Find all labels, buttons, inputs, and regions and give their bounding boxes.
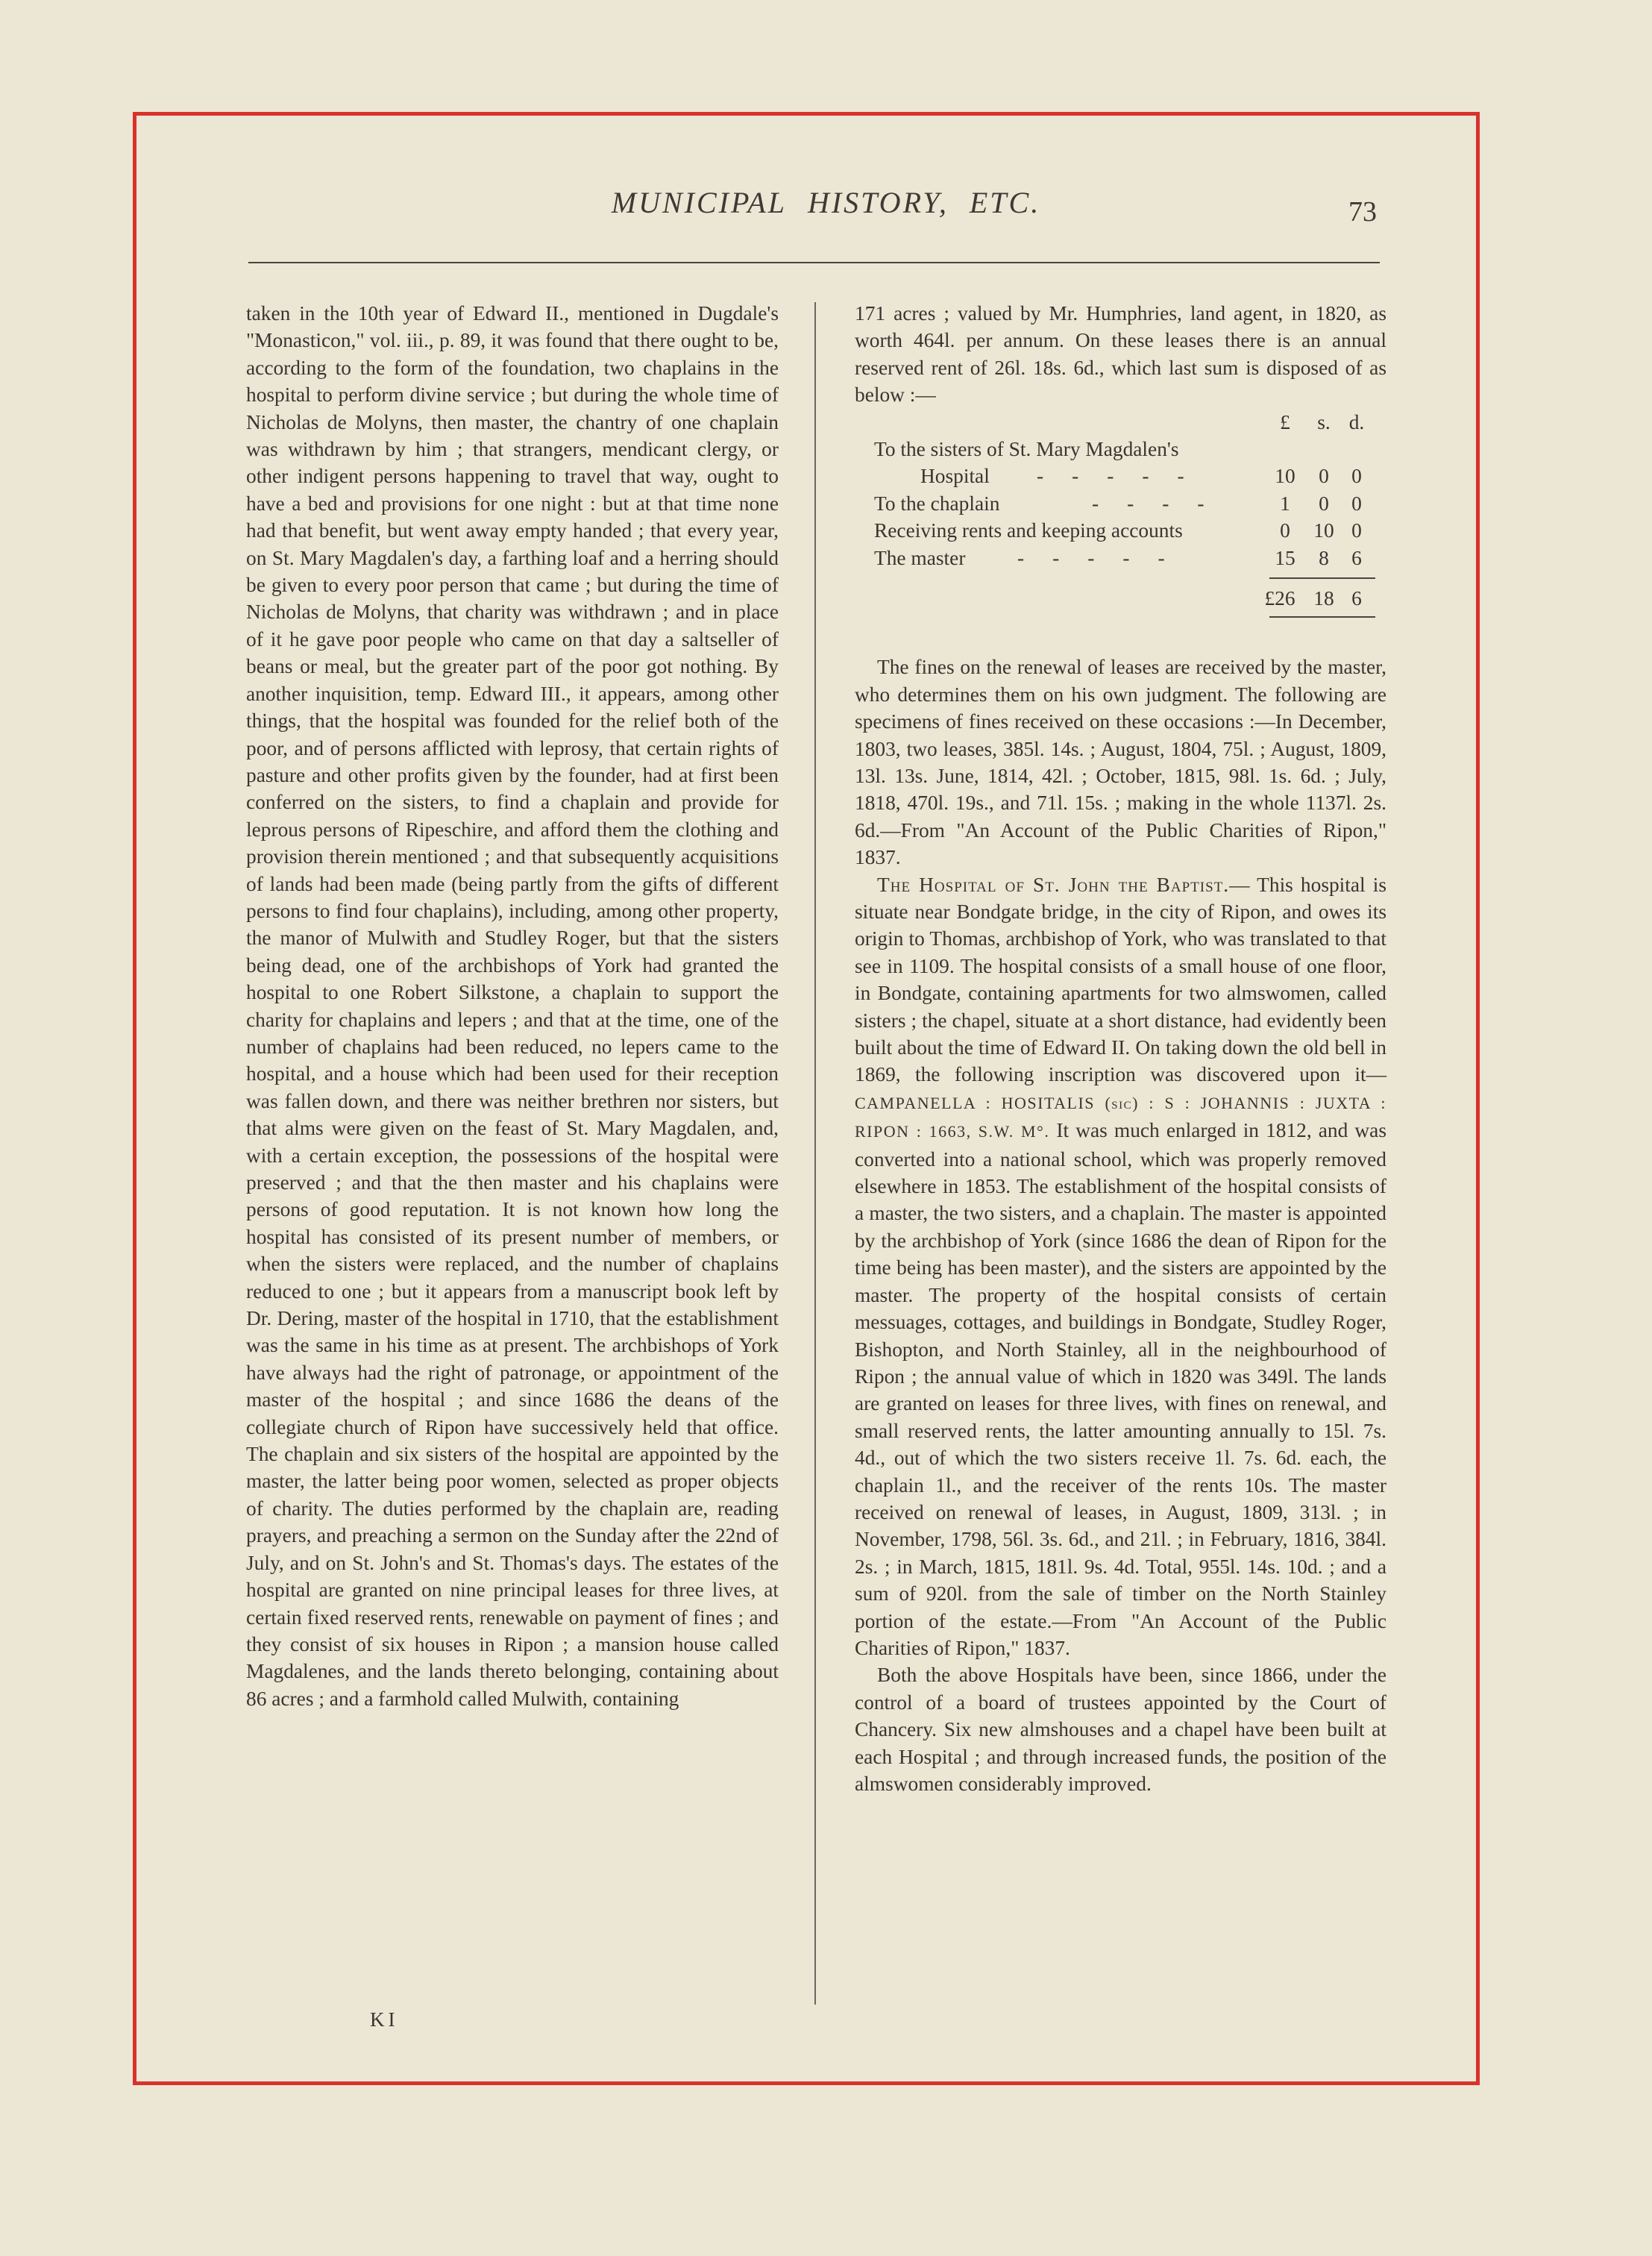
- leader-dashes: ----: [1092, 492, 1233, 515]
- column-divider: [814, 302, 816, 2005]
- accounts-row-label: The master: [874, 546, 966, 569]
- accounts-spacer: [855, 571, 1386, 585]
- pence-value: 0: [1351, 465, 1362, 488]
- pounds-value: 10: [1275, 465, 1295, 488]
- pounds-value: 1: [1280, 492, 1290, 515]
- accounts-total-row: [855, 585, 1386, 612]
- shillings-header: s.: [1317, 410, 1331, 433]
- final-paragraph: Both the above Hospitals have been, since 1866, under the control of a board of trustees appointed by the Court of Chancery. Six new almshouses and a chapel have been built at each Hospital ; and through increased funds, the position of the almswomen considerably improved.: [855, 1664, 1386, 1796]
- accounts-row: [855, 517, 1386, 544]
- accounts-header-row: [855, 409, 1386, 436]
- accounts-row-label: To the chaplain: [874, 492, 1000, 515]
- page-number: 73: [1348, 196, 1377, 228]
- left-column: [246, 300, 779, 1712]
- pence-value: 0: [1351, 519, 1362, 542]
- header-word: MUNICIPAL: [611, 186, 787, 219]
- accounts-table: [855, 409, 1386, 632]
- right-column: [855, 300, 1386, 1797]
- left-column-text: taken in the 10th year of Edward II., mentioned in Dugdale's "Monasticon," vol. iii., p. 89, it was found that there ought to be, according to the form of the foundation, two chaplains in the hospital to perform divine service ; but during the whole time of Nicholas de Molyns, then master, the chantry of one chaplain was withdrawn by him ; that strangers, mendicant clergy, or other indigent persons happening to travel that way, ought to have a bed and provisions for one night : but at that time none had that benefit, but went away empty handed ; that every year, on St. Mary Magdalen's day, a farthing loaf and a herring should be given to every poor person that came ; but during the time of Nicholas de Molyns, that charity was withdrawn ; and in place of it he gave poor people who came on that day a saltseller of beans or meal, but the greater part of the poor got nothing. By another inquisition, temp. Edward III., it appears, among other things, that the hospital was founded for the relief both of the poor, and of persons afflicted with leprosy, that certain rights of pasture and other profits given by the founder, had at first been conferred on the sisters, to find a chaplain and provide for leprous persons of Ripeschire, and afford them the clothing and provision therein mentioned ; and that subsequently acquisitions of lands had been made (being partly from the gifts of different persons to find four chaplains), including, among other property, the manor of Mulwith and Studley Roger, but that the sisters being dead, one of the archbishops of York had granted the hospital to one Robert Silkstone, a chaplain to support the charity for chaplains and lepers ; and that at the time, one of the number of chaplains had been reduced, no lepers came to the hospital, and a house which had been used for their reception was fallen down, and there was neither brethren nor sisters, but that alms were given on the feast of St. Mary Magdalen, and, with a certain exception, the possessions of the hospital were preserved ; and that the then master and his chaplains were persons of good reputation. It is not known how long the hospital has consisted of its present number of members, or when the sisters were replaced, and the number of chaplains reduced to one ; but it appears from a manuscript book left by Dr. Dering, master of the hospital in 1710, that the establishment was the same in his time as at present. The archbishops of York have always had the right of patronage, or appointment of the master of the hospital ; and since 1686 the deans of the collegiate church of Ripon have successively held that office. The chaplain and six sisters of the hospital are appointed by the master, the latter being poor women, selected as proper objects of charity. The duties performed by the chaplain are, reading prayers, and preaching a sermon on the Sunday after the 22nd of July, and on St. John's and St. Thomas's days. The estates of the hospital are granted on nine principal leases for three lives, at certain fixed reserved rents, renewable on payment of fines ; and they consist of six houses in Ripon ; a mansion house called Magdalenes, and the lands thereto belonging, containing about 86 acres ; and a farmhold called Mulwith, containing: [246, 302, 779, 1710]
- hospital-paragraph: [855, 871, 1386, 1662]
- accounts-row-sublabel: Hospital: [920, 465, 990, 488]
- pounds-value: 15: [1275, 546, 1295, 569]
- accounts-row: [855, 490, 1386, 517]
- shillings-value: 8: [1319, 546, 1329, 569]
- total-shillings: 18: [1313, 586, 1334, 610]
- shillings-value: 10: [1313, 519, 1334, 542]
- accounts-row: [855, 463, 1386, 489]
- signature-mark: KI: [370, 2008, 399, 2031]
- shillings-value: 0: [1319, 465, 1329, 488]
- accounts-row: [855, 436, 1386, 463]
- intro-paragraph: 171 acres ; valued by Mr. Humphries, land agent, in 1820, as worth 464l. per annum. On these leases there is an annual reserved rent of 26l. 18s. 6d., which last sum is disposed of as below :—: [855, 302, 1386, 407]
- header-rule: [248, 262, 1380, 263]
- fines-paragraph: The fines on the renewal of leases are received by the master, who determines them on his own judgment. The following are specimens of fines received on these occasions :—In December, 1803, two leases, 385l. 14s. ; August, 1804, 75l. ; August, 1809, 13l. 13s. June, 1814, 42l. ; October, 1815, 98l. 1s. 6d. ; July, 1818, 470l. 19s., and 71l. 15s. ; making in the whole 1137l. 2s. 6d.—From "An Account of the Public Charities of Ripon," 1837.: [855, 656, 1386, 869]
- running-header-title: [0, 185, 1652, 220]
- pence-value: 6: [1351, 546, 1362, 569]
- pence-header: d.: [1348, 410, 1365, 433]
- shillings-value: 0: [1319, 492, 1329, 515]
- bell-inscription: CAMPANELLA : HOSITALIS (sic) : S : JOHANNIS : JUXTA : RIPON : 1663, S.W. M°.: [855, 1093, 1386, 1141]
- header-word: ETC.: [969, 186, 1041, 219]
- header-word: HISTORY,: [807, 186, 949, 219]
- hospital-text: — This hospital is situate near Bondgate bridge, in the city of Ripon, and owes its origin to Thomas, archbishop of York, who was translated to that see in 1109. The hospital consists of a small house of one floor, in Bondgate, containing apartments for two almswomen, called sisters ; the chapel, situate at a short distance, had evidently been built about the time of Edward II. On taking down the old bell in 1869, the following inscription was discovered upon it—: [855, 873, 1387, 1086]
- accounts-row: [855, 545, 1386, 571]
- pence-value: 0: [1351, 492, 1362, 515]
- sum-rule: [1269, 577, 1375, 579]
- accounts-row-label: Receiving rents and keeping accounts: [874, 519, 1183, 542]
- section-heading: The Hospital of St. John the Baptist.: [877, 873, 1230, 896]
- leader-dashes: -----: [1037, 465, 1213, 488]
- accounts-row-label: To the sisters of St. Mary Magdalen's: [874, 438, 1179, 461]
- leader-dashes: -----: [1017, 546, 1193, 569]
- pounds-value: 0: [1280, 519, 1290, 542]
- total-rule: [1269, 616, 1375, 618]
- total-pence: 6: [1351, 586, 1362, 610]
- hospital-text-continued: It was much enlarged in 1812, and was converted into a national school, which was properly removed elsewhere in 1853. The establishment of the hospital consists of a master, the two sisters, and a chaplain. The master is appointed by the archbishop of York (since 1686 the dean of Ripon for the time being has been master), and the sisters are appointed by the master. The property of the hospital consists of certain messuages, cottages, and buildings in Bondgate, Studley Roger, Bishopton, and North Stainley, all in the neighbourhood of Ripon ; the annual value of which in 1820 was 349l. The lands are granted on leases for three lives, with fines on renewal, and small reserved rents, the latter amounting annually to 15l. 7s. 4d., out of which the two sisters receive 1l. 7s. 6d. each, the chaplain 1l., and the receiver of the rents 10s. The master received on renewal of leases, in August, 1809, 313l. ; in November, 1798, 56l. 3s. 6d., and 21l. ; in February, 1816, 384l. 2s. ; in March, 1815, 181l. 9s. 4d. Total, 955l. 14s. 10d. ; and a sum of 920l. from the sale of timber on the North Stainley portion of the estate.—From "An Account of the Public Charities of Ripon," 1837.: [855, 1119, 1386, 1659]
- accounts-spacer: [855, 612, 1386, 631]
- total-pounds: £26: [1264, 586, 1295, 610]
- pounds-header: £: [1280, 410, 1290, 433]
